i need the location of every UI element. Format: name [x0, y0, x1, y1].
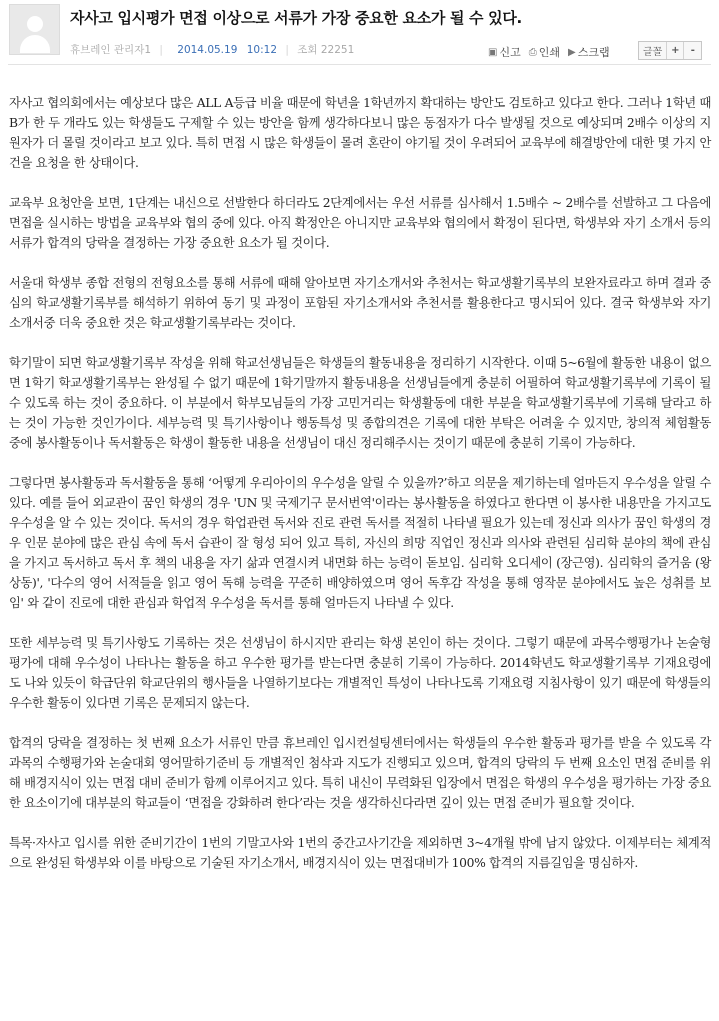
body-paragraph: 서울대 학생부 종합 전형의 전형요소를 통해 서류에 때해 알아보면 자기소개서와 추천서는 학교생활기록부의 보완자료라고 하며 결과 중심의 학교생활기록부를 해석하기 위하여 동기 및 과정이 포함된 자기소개서와 추천서를 활용한다고 명시되어 있다. 결국 학생부와 자기소개서중 더욱 중요한 것은 학교생활기록부라는 것이다. — [9, 276, 711, 330]
print-icon: ⎙ — [528, 46, 537, 58]
avatar-head-shape — [27, 16, 43, 32]
views-count: 22251 — [320, 44, 355, 56]
meta-separator: | — [285, 44, 289, 56]
post-body — [9, 93, 711, 893]
print-button[interactable] — [529, 44, 560, 60]
report-icon: ▣ — [488, 46, 498, 58]
body-paragraph: 특목·자사고 입시를 위한 준비기간이 1번의 기말고사와 1번의 중간고사기간을 제외하면 3~4개월 밖에 남지 않았다. 이제부터는 체계적으로 완성된 학생부와 이를 바탕으로 기술된 자기소개서, 배경지식이 있는 면접대비가 100% 합격의 지름길임을 명심하자. — [9, 836, 711, 870]
body-paragraph: 그렇다면 봉사활동과 독서활동을 통해 ‘어떻게 우리아이의 우수성을 알릴 수 있을까?’하고 의문을 제기하는데 얼마든지 우수성을 알릴 수 있다. 예를 들어 외교관이 꿈인 학생의 경우 'UN 및 국제기구 문서번역'이라는 봉사활동을 하였다고 한다면 이 봉사한 내용만을 가지고도 우수성을 알 수 있는 것이다. 독서의 경우 학업관련 독서와 진로 관련 독서를 적절히 나타낼 필요가 있는데 정신과 의사가 꿈인 학생의 경우 인문 분야에 많은 관심 속에 독서 습관이 잘 형성 되어 있고 특히, 자신의 희망 직업인 정신과 의사와 관련된 심리학 분야의 책에 관심을 가지고 독서하고 독서 후 책의 내용을 자기 삶과 연결시켜 내면화 하는 능력이 돋보임. 심리학 오디세이 (장근영). 심리학의 즐거움 (왕상동)', '다수의 영어 서적들을 읽고 영어 독해 능력을 꾸준히 배양하였으며 영어 독후감 작성을 통해 영작문 분야에서도 높은 성취를 보임' 와 같이 진로에 대한 관심과 학업적 우수성을 독서를 통해 얼마든지 나타낼 수 있다. — [9, 476, 711, 610]
body-paragraph: 또한 세부능력 및 특기사항도 기록하는 것은 선생님이 하시지만 관리는 학생 본인이 하는 것이다. 그렇기 때문에 과목수행평가나 논술형 평가에 대해 우수성이 나타나는 활동을 하고 우수한 평가를 받는다면 충분히 기록이 가능하다. 2014학년도 학교생활기록부 기재요령에도 나와 있듯이 학급단위 학교단위의 행사들을 나열하기보다는 개별적인 특성이 나타나도록 기재요령 지침사항이 있기 때문에 학생들의 우수한 활동이 있다면 기록은 문제되지 않는다. — [9, 636, 711, 710]
font-size-control — [638, 41, 702, 60]
scrap-icon: ▶ — [567, 46, 576, 58]
author-name[interactable]: 휴브레인 관리자1 — [70, 44, 152, 56]
body-paragraph: 교육부 요청안을 보면, 1단계는 내신으로 선발한다 하더라도 2단계에서는 우선 서류를 심사해서 1.5배수 ~ 2배수를 선발하고 그 다음에 면접을 실시하는 방법을 교육부와 협의 중에 있다. 아직 확정안은 아니지만 교육부와 협의에서 확정이 된다면, 학생부와 자기 소개서 등의 서류가 합격의 당락을 결정하는 가장 중요한 요소가 될 것이다. — [9, 196, 711, 250]
avatar-body-shape — [20, 35, 50, 53]
scrap-button[interactable] — [568, 44, 610, 60]
post-toolbar — [488, 44, 618, 60]
report-label: 신고 — [499, 46, 521, 59]
post-date: 2014.05.19 — [177, 44, 238, 56]
font-smaller-button[interactable]: - — [690, 45, 695, 56]
body-paragraph: 합격의 당락을 결정하는 첫 번째 요소가 서류인 만큼 휴브레인 입시컨설팅센터에서는 학생들의 우수한 활동과 평가를 받을 수 있도록 각 과목의 수행평가와 논술대회 영어말하기준비 등 개별적인 첨삭과 지도가 진행되고 있으며, 합격의 당락의 두 번째 요소인 면접 준비를 위해 배경지식이 있는 면접 대비 준비가 함께 이루어지고 있다. 특히 내신이 무력화된 입장에서 면접은 학생의 우수성을 평가하는 가장 중요한 요소이기에 대부분의 학교들이 ‘면접을 강화하려 한다’라는 것을 생각하신다라면 깊이 있는 면접 준비가 필요할 것이다. — [9, 736, 711, 810]
font-select-button[interactable]: 글꼴 — [639, 42, 667, 59]
report-button[interactable] — [488, 44, 521, 60]
meta-separator: | — [159, 44, 163, 56]
post-title: 자사고 입시평가 면접 이상으로 서류가 가장 중요한 요소가 될 수 있다. — [70, 9, 522, 27]
header-divider — [8, 64, 711, 65]
font-bigger-button[interactable]: + — [667, 42, 684, 59]
author-avatar[interactable] — [9, 4, 60, 55]
body-paragraph: 학기말이 되면 학교생활기록부 작성을 위해 학교선생님들은 학생들의 활동내용을 정리하기 시작한다. 이때 5~6월에 활동한 내용이 없으면 1학기 학교생활기록부는 완성될 수 없기 때문에 1학기말까지 활동내용을 선생님들에게 충분히 어필하여 학교생활기록부에 기록이 될 수 있도록 하는 것이 중요하다. 이 부분에서 학부모님들의 가장 고민거리는 학생활동에 대한 부분을 학교생활기록부에 기록해 달라고 하는 것이 가능한 것인가이다. 세부능력 및 특기사항이나 행동특성 및 종합의견은 기록에 대한 부탁은 어려울 수 있지만, 창의적 체험활동 중에 봉사활동이나 독서활동은 학생이 활동한 내용을 선생님이 대신 정리해주시는 것이기 때문에 충분히 기록이 가능하다. — [9, 356, 711, 450]
post-time: 10:12 — [246, 44, 277, 56]
print-label: 인쇄 — [538, 46, 560, 59]
scrap-label: 스크랩 — [577, 46, 610, 59]
views-label: 조회 — [297, 44, 318, 56]
body-paragraph: 자사고 협의회에서는 예상보다 많은 ALL A등급 비율 때문에 학년을 1학년까지 확대하는 방안도 검토하고 있다고 한다. 그러나 1학년 때 B가 한 두 개라도 있는 학생들도 구제할 수 있는 방안을 함께 생각하다보니 많은 동점자가 다수 발생될 것으로 예상되며 2배수 이상의 지원자가 더 몰릴 것이라고 보고 있다. 특히 면접 시 많은 학생들이 몰려 혼란이 야기될 것이 우려되어 교육부에 해결방안에 대한 몇 가지 안건을 요청을 한 상태이다. — [9, 96, 711, 170]
post-meta — [70, 42, 354, 57]
